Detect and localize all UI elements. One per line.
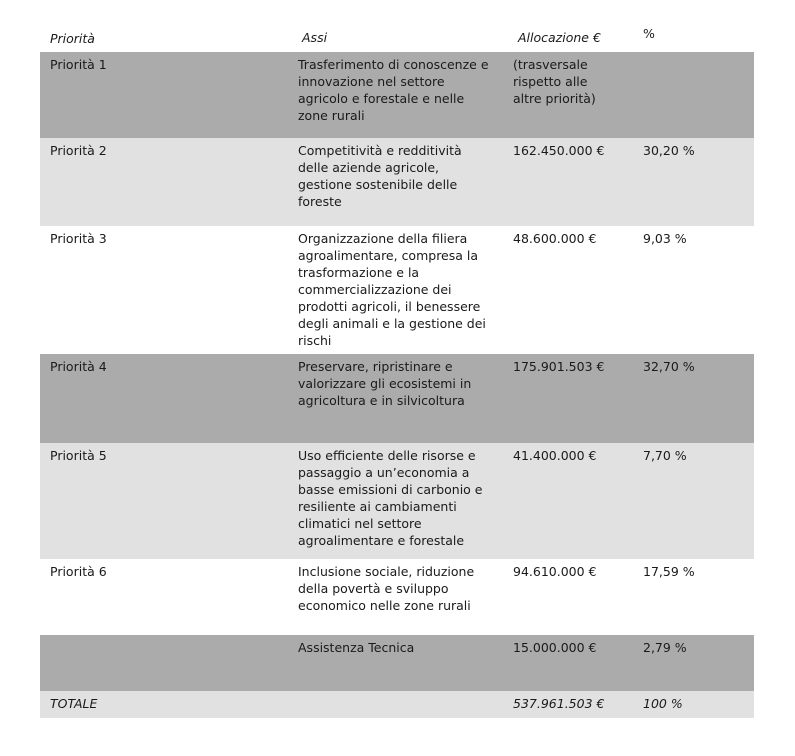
cell-priorita: Priorità 3 xyxy=(50,231,107,246)
cell-asse: Organizzazione della filiera agroalimentare, compresa la trasformazione e la commercializzazione dei prodotti agricoli, il benessere degli animali e la gestione dei rischi xyxy=(298,231,486,348)
cell-priorita: Priorità 2 xyxy=(50,143,107,158)
header-allocazione: Allocazione € xyxy=(518,30,601,45)
cell-percent: 7,70 % xyxy=(643,448,687,463)
cell-allocazione: 94.610.000 € xyxy=(513,564,597,579)
cell-totale-allocazione: 537.961.503 € xyxy=(513,696,605,711)
cell-percent: 17,59 % xyxy=(643,564,695,579)
cell-percent: 9,03 % xyxy=(643,231,687,246)
table-row xyxy=(40,52,754,138)
table-row xyxy=(40,226,754,354)
cell-priorita: Priorità 5 xyxy=(50,448,107,463)
cell-asse: Trasferimento di conoscenze e innovazione nel settore agricolo e forestale e nelle zone rurali xyxy=(298,57,489,123)
cell-allocazione: 162.450.000 € xyxy=(513,143,605,158)
cell-priorita: Priorità 4 xyxy=(50,359,107,374)
cell-allocazione: 41.400.000 € xyxy=(513,448,597,463)
cell-allocazione: 175.901.503 € xyxy=(513,359,605,374)
cell-percent: 32,70 % xyxy=(643,359,695,374)
cell-priorita: Priorità 6 xyxy=(50,564,107,579)
cell-totale-percent: 100 % xyxy=(643,696,683,711)
header-percent: % xyxy=(643,26,655,41)
table-row xyxy=(40,443,754,559)
table-row xyxy=(40,354,754,443)
cell-asse: Preservare, ripristinare e valorizzare gli ecosistemi in agricoltura e in silvicoltura xyxy=(298,359,472,408)
table-row xyxy=(40,559,754,635)
header-assi: Assi xyxy=(302,30,328,45)
cell-asse: Assistenza Tecnica xyxy=(298,640,415,655)
cell-asse: Inclusione sociale, riduzione della povertà e sviluppo economico nelle zone rurali xyxy=(298,564,475,613)
table-row xyxy=(40,635,754,691)
cell-allocazione: (trasversale rispetto alle altre priorità) xyxy=(513,57,596,106)
table-row-totale xyxy=(40,691,754,718)
header-priorita: Priorità xyxy=(50,31,95,46)
table-header xyxy=(0,0,795,52)
cell-totale-label: TOTALE xyxy=(50,696,98,711)
cell-priorita: Priorità 1 xyxy=(50,57,107,72)
cell-asse: Competitività e redditività delle aziende agricole, gestione sostenibile delle foreste xyxy=(298,143,462,209)
cell-allocazione: 15.000.000 € xyxy=(513,640,597,655)
cell-percent: 30,20 % xyxy=(643,143,695,158)
cell-asse: Uso efficiente delle risorse e passaggio a un’economia a basse emissioni di carbonio e resiliente ai cambiamenti climatici nel settore agroalimentare e forestale xyxy=(298,448,483,548)
cell-percent: 2,79 % xyxy=(643,640,687,655)
cell-allocazione: 48.600.000 € xyxy=(513,231,597,246)
table-row xyxy=(40,138,754,226)
